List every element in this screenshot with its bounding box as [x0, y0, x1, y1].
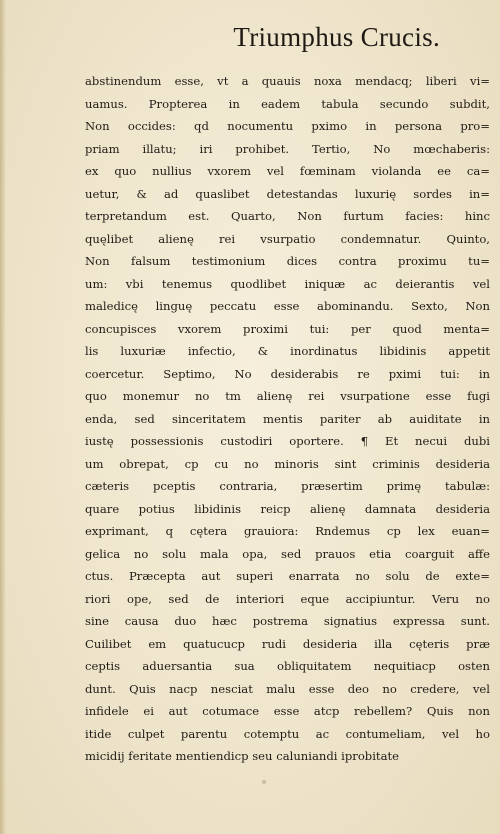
text-line: concupisces vxorem proximi tui: per quod menta=: [85, 321, 490, 336]
text-line: gelica no solu mala opa, sed prauos etia coarguit affe: [85, 546, 490, 561]
text-line: priam illatu; iri prohibet. Tertio, No mœchaberis:: [85, 141, 490, 156]
text-line: quęlibet alienę rei vsurpatio condemnatur. Quinto,: [85, 231, 490, 246]
text-line: um: vbi tenemus quodlibet iniquæ ac deierantis vel: [85, 276, 490, 291]
text-line: lis luxuriæ infectio, & inordinatus libidinis appetit: [85, 344, 490, 358]
page-running-title: Triumphus Crucis.: [233, 22, 440, 52]
text-line: ex quo nullius vxorem vel fœminam violanda ee ca=: [85, 164, 490, 178]
text-line: terpretandum est. Quarto, Non furtum facies: hinc: [85, 209, 490, 223]
text-line: Non occides: qd nocumentu pximo in persona pro=: [85, 119, 490, 133]
body-text: [85, 70, 490, 768]
text-line: quo monemur no tm alienę rei vsurpatione esse fugi: [85, 389, 490, 403]
text-line: exprimant, q cętera grauiora: Rndemus cp lex euan=: [85, 524, 490, 538]
text-line: ceptis aduersantia sua obliquitatem nequitiacp osten: [85, 659, 490, 673]
text-line: iustę possessionis custodiri oportere. ¶ Et necui dubi: [85, 434, 490, 448]
text-line: uetur, & ad quaslibet detestandas luxurię sordes in=: [85, 186, 490, 201]
text-line: coercetur. Septimo, No desiderabis re pximi tui: in: [85, 366, 490, 381]
text-line: itide culpet parentu cotemptu ac contumeliam, vel ho: [85, 726, 490, 741]
text-line: enda, sed sinceritatem mentis pariter ab auiditate in: [85, 411, 490, 426]
text-line: sine causa duo hæc postrema signatius expressa sunt.: [85, 614, 490, 628]
text-line: cæteris pceptis contraria, præsertim primę tabulæ:: [85, 479, 490, 493]
text-line: ctus. Præcepta aut superi enarrata no solu de exte=: [85, 569, 490, 583]
text-line: riori ope, sed de interiori eque accipiuntur. Veru no: [85, 591, 490, 606]
text-line: Non falsum testimonium dices contra proximu tu=: [85, 254, 490, 268]
text-line: abstinendum esse, vt a quauis noxa mendacq; liberi vi=: [85, 74, 490, 88]
ink-smudge: [262, 780, 266, 784]
text-line: uamus. Propterea in eadem tabula secundo subdit,: [85, 96, 490, 111]
text-line: maledicę linguę peccatu esse abominandu. Sexto, Non: [85, 299, 490, 313]
text-line: um obrepat, cp cu no minoris sint criminis desideria: [85, 456, 490, 471]
text-line: micidij feritate mentiendicp seu caluniandi iprobitate: [85, 749, 400, 763]
text-line: quare potius libidinis reicp alienę damnata desideria: [85, 501, 490, 516]
text-line: dunt. Quis nacp nesciat malu esse deo no credere, vel: [85, 681, 490, 696]
page-edge-shadow: [0, 0, 6, 834]
text-line: infidele ei aut cotumace esse atcp rebellem? Quis non: [85, 704, 490, 718]
text-line: Cuilibet em quatucucp rudi desideria illa cęteris præ: [85, 636, 490, 651]
